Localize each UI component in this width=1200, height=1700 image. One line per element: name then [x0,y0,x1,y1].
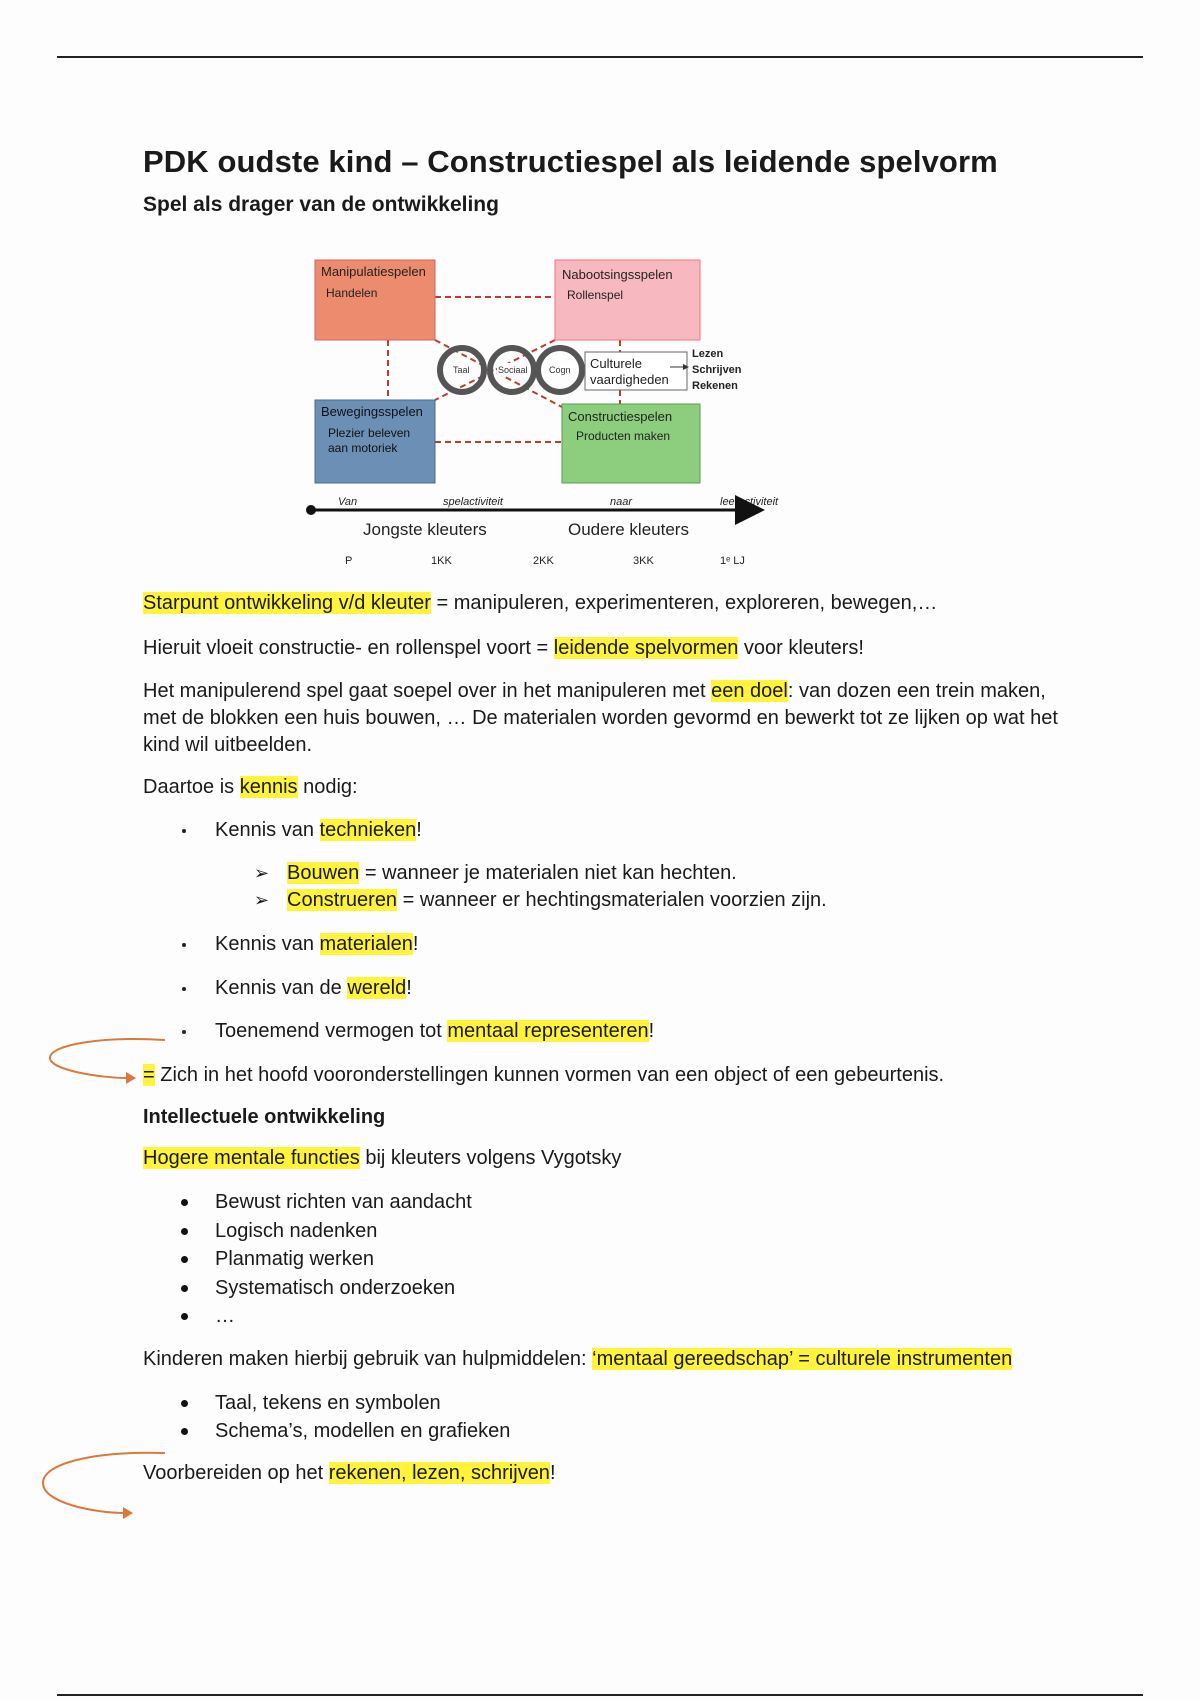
section-heading-spel: Spel als drager van de ontwikkeling [143,193,499,216]
skill-lezen: Lezen [692,348,724,360]
highlight-technieken: technieken [319,819,417,841]
curved-arrow-2 [35,1445,175,1525]
highlight-mentaal-gereedschap: ‘mentaal gereedschap’ = culturele instrumenten [592,1347,1013,1370]
level-1kk: 1KK [431,555,452,567]
axis-naar: naar [610,496,633,508]
axis-van: Van [338,496,358,508]
top-rule [57,56,1143,58]
text-p3-pre: Het manipulerend spel gaat soepel over in het manipuleren met [143,680,712,702]
text-k3-pre: Kennis van de [215,977,348,999]
list-item-tool: Taal, tekens en symbolen [143,1389,1083,1418]
level-p: P [345,555,353,567]
highlight-startpunt: Starpunt ontwikkeling v/d kleuter [143,592,431,614]
axis-spelactiviteit: spelactiviteit [443,496,503,508]
list-item-tool: Schema’s, modellen en grafieken [143,1417,1083,1446]
paragraph-kennis [143,774,1083,801]
text-p8-post: ! [549,1461,556,1484]
list-item-function: … [143,1302,1083,1331]
text-k4-pre: Toenemend vermogen tot [215,1020,448,1042]
skill-rekenen: Rekenen [692,380,738,392]
paragraph-startpunt [143,590,1083,617]
level-1lj: 1ᵉ LJ [720,555,745,567]
paragraph-voorbereiden [143,1460,1083,1487]
highlight-materialen: materialen [319,933,413,955]
level-2kk: 2KK [533,555,554,567]
text-k3-post: ! [406,977,412,999]
section-heading-intellectueel: Intellectuele ontwikkeling [143,1106,386,1128]
box3-title: Bewegingsspelen [321,404,423,419]
box3-sub1: Plezier beleven [328,426,411,440]
text-p8-pre: Voorbereiden op het [143,1461,329,1484]
highlight-kennis: kennis [239,776,298,798]
text-p4-post: nodig: [297,776,358,798]
text-k4-post: ! [648,1020,655,1042]
label-oudere-kleuters: Oudere kleuters [568,520,689,539]
box3-sub2: aan motoriek [328,441,398,455]
list-item-wereld [143,975,1083,1002]
text-k2-post: ! [412,933,419,955]
page-title: PDK oudste kind – Constructiespel als leidende spelvorm [143,144,998,179]
list-item-construeren [143,887,1083,914]
box4-title: Constructiespelen [568,409,673,424]
highlight-rekenen-lezen-schrijven: rekenen, lezen, schrijven [328,1461,550,1484]
paragraph-hulpmiddelen [143,1345,1083,1373]
box2-title: Nabootsingsspelen [562,267,673,282]
text-construeren-rest: = wanneer er hechtingsmaterialen voorzien zijn. [397,889,827,911]
text-body [143,590,1083,1487]
highlight-construeren: Construeren [287,889,398,911]
axis-leeractiviteit: leeractiviteit [720,496,779,508]
list-item-function: Planmatig werken [143,1245,1083,1274]
curved-arrow-1 [40,1030,180,1090]
text-startpunt-rest: = manipuleren, experimenteren, exploreren, bewegen,… [430,592,938,614]
circle-sociaal: Sociaal [498,365,528,375]
paragraph-leidende-spelvormen [143,635,1083,662]
box1-sub: Handelen [326,286,378,300]
tools-list [143,1389,1083,1446]
text-p3-post: : van dozen een trein maken, met de blokken een huis bouwen, … De materialen worden gevormd en bewerkt tot ze lijken op wat het kind wil uitbeelden. [143,680,1058,756]
highlight-hogere-mentale-functies: Hogere mentale functies [143,1147,360,1169]
level-3kk: 3KK [633,555,654,567]
highlight-mentaal-representeren: mentaal representeren [447,1020,649,1042]
skill-schrijven: Schrijven [692,364,742,376]
text-k2-pre: Kennis van [215,933,320,955]
circle-taal: Taal [453,365,470,375]
box2-sub: Rollenspel [567,288,624,302]
highlight-bouwen: Bouwen [287,862,360,884]
highlight-wereld: wereld [347,977,407,999]
knowledge-list-2 [143,931,1083,1045]
label-jongste-kleuters: Jongste kleuters [363,520,487,539]
document-body [143,140,1083,220]
list-item-technieken [143,817,1083,844]
box1-title: Manipulatiespelen [321,264,426,279]
text-k1-pre: Kennis van [215,819,320,841]
text-k1-post: ! [416,819,422,841]
box4-sub: Producten maken [576,429,671,443]
highlight-leidende-spelvormen: leidende spelvormen [553,637,739,659]
knowledge-list [143,817,1083,844]
text-definition-rest: Zich in het hoofd vooronderstellingen kunnen vormen van een object of een gebeurtenis. [154,1064,945,1086]
technique-list [143,860,1083,914]
paragraph-definition [143,1062,1083,1089]
text-p2-pre: Hieruit vloeit constructie- en rollenspel voort = [143,637,554,659]
list-item-function: Bewust richten van aandacht [143,1188,1083,1217]
text-vygotsky-rest: bij kleuters volgens Vygotsky [359,1147,622,1169]
paragraph-vygotsky [143,1145,1083,1172]
list-item-bouwen [143,860,1083,887]
highlight-een-doel: een doel [711,680,788,702]
list-item-function: Logisch nadenken [143,1217,1083,1246]
functions-list [143,1188,1083,1331]
play-development-diagram [290,242,820,577]
paragraph-manipulerend-spel [143,678,1083,759]
circle-cogn: Cogn [549,365,571,375]
cultural-line1: Culturele [590,356,643,371]
list-item-mentaal-representeren [143,1018,1083,1045]
list-item-materialen [143,931,1083,958]
highlight-equals: = [143,1064,155,1086]
text-p4-pre: Daartoe is [143,776,240,798]
text-bouwen-rest: = wanneer je materialen niet kan hechten. [359,862,737,884]
text-p7-pre: Kinderen maken hierbij gebruik van hulpmiddelen: [143,1347,593,1370]
bottom-rule [57,1694,1143,1696]
cultural-line2: vaardigheden [590,372,669,387]
text-p2-post: voor kleuters! [738,637,864,659]
list-item-function: Systematisch onderzoeken [143,1274,1083,1303]
